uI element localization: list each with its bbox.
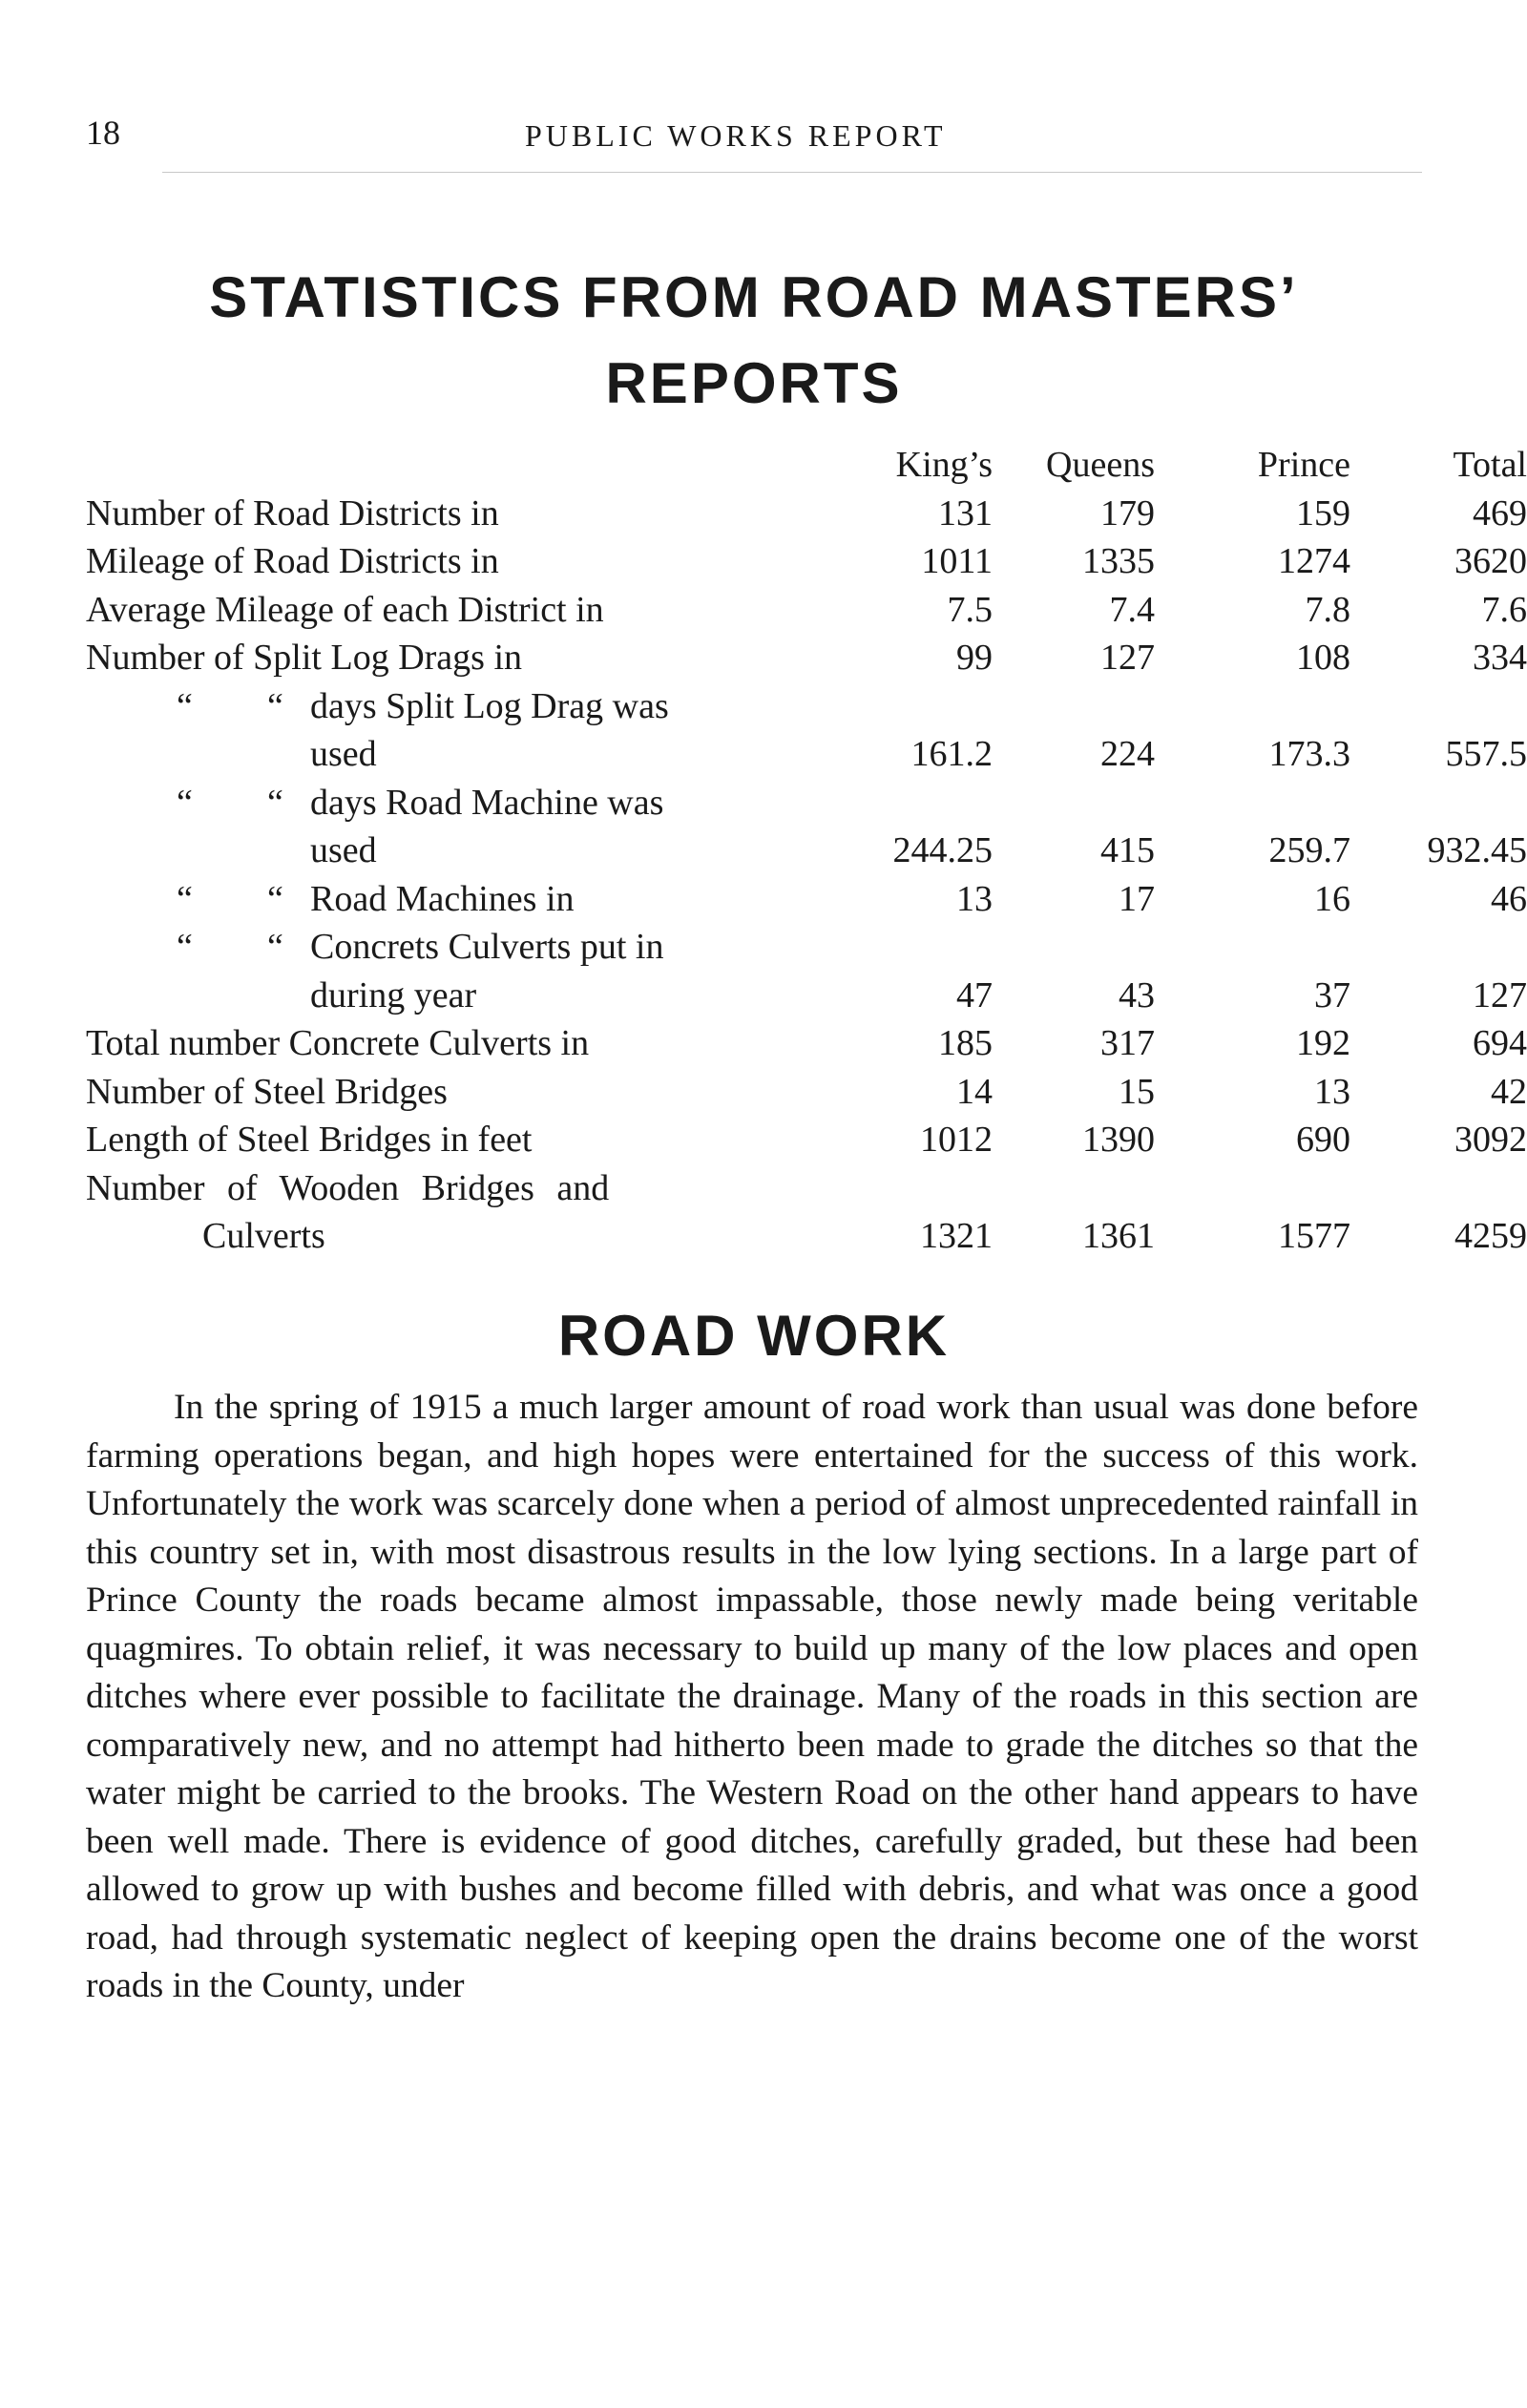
- cell-queens: 179: [1100, 492, 1155, 534]
- row-label: Number of Road Districts in: [86, 492, 499, 534]
- table-row: [86, 634, 1527, 682]
- cell-queens: 7.4: [1109, 589, 1155, 630]
- cell-total: 557.5: [1445, 734, 1527, 774]
- column-header-prince: Prince: [1257, 445, 1350, 485]
- cell-queens: 43: [1119, 974, 1155, 1016]
- statistics-table: [86, 441, 1527, 1261]
- cell-queens: 317: [1100, 1023, 1155, 1063]
- header-rule: [162, 172, 1422, 173]
- ditto-mark: “: [267, 878, 283, 919]
- running-title: PUBLIC WORKS REPORT: [525, 118, 947, 153]
- cell-queens: 224: [1100, 734, 1155, 774]
- road-work-title: ROAD WORK: [557, 1304, 951, 1368]
- row-label: used: [310, 830, 377, 870]
- row-label: Number of Split Log Drags in: [86, 638, 523, 678]
- cell-kings: 99: [956, 638, 993, 678]
- cell-kings: 1321: [920, 1216, 993, 1256]
- table-row: [86, 875, 1527, 924]
- row-label: used: [310, 734, 377, 774]
- cell-total: 334: [1473, 638, 1527, 678]
- cell-prince: 7.8: [1305, 589, 1350, 630]
- cell-kings: 14: [956, 1071, 993, 1112]
- cell-prince: 192: [1296, 1023, 1350, 1063]
- cell-prince: 159: [1296, 492, 1350, 534]
- cell-prince: 16: [1314, 878, 1350, 919]
- row-label: during year: [310, 974, 477, 1016]
- cell-queens: 415: [1100, 830, 1155, 870]
- cell-queens: 1390: [1082, 1120, 1155, 1160]
- ditto-mark: “: [177, 878, 193, 919]
- cell-prince: 1274: [1278, 541, 1350, 581]
- row-label: Number of Steel Bridges: [86, 1071, 448, 1112]
- cell-total: 932.45: [1427, 830, 1527, 870]
- ditto-mark: “: [177, 927, 193, 967]
- column-header-total: Total: [1453, 445, 1527, 485]
- table-row: [86, 586, 1527, 635]
- statistics-title-line2: REPORTS: [605, 351, 903, 415]
- row-label: days Split Log Drag was: [310, 685, 669, 726]
- page-number: 18: [86, 114, 120, 152]
- row-label: Concrets Culverts put in: [310, 927, 664, 967]
- cell-queens: 127: [1100, 638, 1155, 678]
- ditto-mark: “: [267, 927, 283, 967]
- cell-total: 3092: [1454, 1120, 1527, 1160]
- cell-prince: 13: [1314, 1071, 1350, 1112]
- road-work-paragraph: In the spring of 1915 a much larger amount of road work than usual was done before farming operations began, and high hopes were entertained for the success of this work. Unfortunately the work was scarcely done when a period of almost unprecedented rainfall in this country set in, with most disastrous results in the low lying sections. In a large part of Prince County the roads became almost impassable, those newly made being veritable quagmires. To obtain relief, it was necessary to build up many of the low places and open ditches where ever possible to facilitate the drainage. Many of the roads in this section are comparatively new, and no attempt had hitherto been made to grade the ditches so that the water might be carried to the brooks. The Western Road on the other hand appears to have been well made. There is evidence of good ditches, carefully graded, but these had been allowed to grow up with bushes and become filled with debris, and what was once a good road, had through systematic neglect of keeping open the drains become one of the worst roads in the County, under: [86, 1388, 1418, 2005]
- cell-queens: 1335: [1082, 541, 1155, 581]
- road-work-body: [86, 1384, 1418, 2011]
- cell-kings: 47: [956, 974, 993, 1016]
- cell-kings: 13: [956, 878, 993, 919]
- table-row: [86, 972, 1527, 1020]
- cell-prince: 1577: [1278, 1216, 1350, 1256]
- cell-total: 127: [1473, 974, 1527, 1016]
- cell-queens: 1361: [1082, 1216, 1155, 1256]
- cell-kings: 7.5: [947, 589, 993, 630]
- cell-prince: 690: [1296, 1120, 1350, 1160]
- cell-total: 7.6: [1481, 589, 1527, 630]
- table-row: [86, 923, 1441, 972]
- cell-prince: 108: [1296, 638, 1350, 678]
- row-label: Road Machines in: [310, 878, 575, 919]
- cell-total: 3620: [1454, 541, 1527, 581]
- cell-total: 694: [1473, 1023, 1527, 1063]
- table-header-row: [86, 441, 1527, 490]
- row-label: Length of Steel Bridges in feet: [86, 1120, 533, 1160]
- column-header-kings: King’s: [895, 445, 993, 485]
- cell-kings: 1012: [920, 1120, 993, 1160]
- row-label: Average Mileage of each District in: [86, 589, 604, 630]
- cell-prince: 37: [1314, 974, 1350, 1016]
- table-row: [86, 490, 1527, 538]
- ditto-mark: “: [267, 685, 283, 726]
- table-row: [86, 730, 1527, 779]
- ditto-mark: “: [267, 782, 283, 823]
- cell-total: 46: [1491, 878, 1527, 919]
- table-row: [86, 1212, 1527, 1261]
- row-label: days Road Machine was: [310, 782, 664, 823]
- cell-prince: 173.3: [1268, 734, 1350, 774]
- ditto-mark: “: [177, 782, 193, 823]
- cell-prince: 259.7: [1268, 830, 1350, 870]
- cell-queens: 17: [1119, 878, 1155, 919]
- table-row: [86, 1019, 1527, 1068]
- cell-total: 42: [1491, 1071, 1527, 1112]
- cell-kings: 161.2: [910, 734, 993, 774]
- row-label: Number of Wooden Bridges and: [86, 1167, 610, 1208]
- cell-kings: 244.25: [892, 830, 993, 870]
- table-row: [86, 1068, 1527, 1117]
- table-row: [86, 1116, 1527, 1164]
- cell-total: 469: [1473, 492, 1527, 534]
- statistics-title: STATISTICS FROM ROAD MASTERS’: [209, 265, 1299, 329]
- table-row: [86, 1164, 1441, 1213]
- cell-queens: 15: [1119, 1071, 1155, 1112]
- cell-total: 4259: [1454, 1216, 1527, 1256]
- column-header-queens: Queens: [1046, 445, 1155, 485]
- cell-kings: 185: [938, 1023, 993, 1063]
- cell-kings: 131: [938, 492, 993, 534]
- row-label: Total number Concrete Culverts in: [86, 1023, 590, 1063]
- table-row: [86, 779, 1441, 827]
- row-label: Culverts: [202, 1216, 325, 1256]
- table-row: [86, 827, 1527, 875]
- ditto-mark: “: [177, 685, 193, 726]
- cell-kings: 1011: [921, 541, 993, 581]
- row-label: Mileage of Road Districts in: [86, 541, 499, 581]
- page-header: [86, 113, 1422, 170]
- table-row: [86, 682, 1441, 731]
- table-row: [86, 537, 1527, 586]
